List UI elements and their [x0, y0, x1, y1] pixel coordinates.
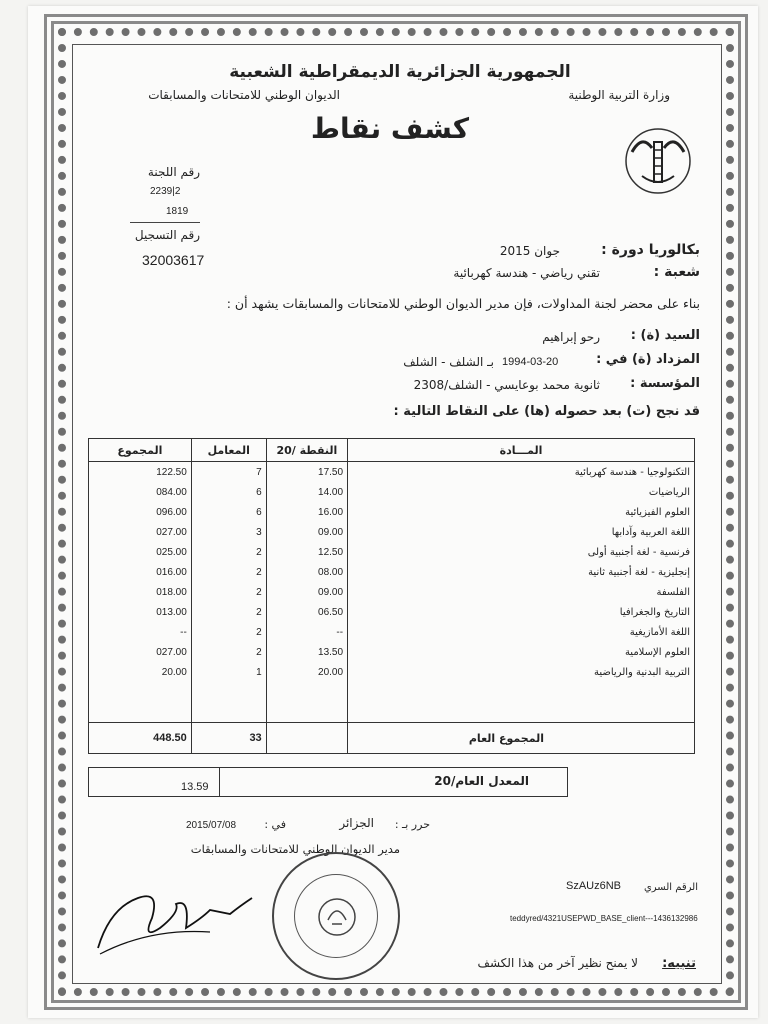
- subject-cell: التربية البدنية والرياضية: [348, 662, 695, 682]
- average-value: 13.59: [181, 781, 209, 793]
- header-coefficient: المعامل: [191, 439, 266, 462]
- issued-on-label: في :: [264, 818, 286, 831]
- committee-label: رقم اللجنة: [147, 165, 200, 179]
- score-cell: 20.00: [266, 662, 347, 682]
- grand-total-coefficient: 33: [191, 723, 266, 754]
- table-filler-row: [89, 682, 695, 723]
- branch-value: تقني رياضي - هندسة كهربائية: [453, 266, 600, 280]
- subject-cell: إنجليزية - لغة أجنبية ثانية: [348, 562, 695, 582]
- score-cell: --: [266, 622, 347, 642]
- school-name: ثانوية محمد بوعايسي - الشلف/2308: [413, 378, 600, 392]
- table-row: [89, 662, 695, 682]
- subject-cell: التاريخ والجغرافيا: [348, 602, 695, 622]
- session-label: بكالوريا دورة :: [601, 242, 700, 258]
- secret-code-value: SzAUz6NB: [566, 880, 622, 892]
- subject-cell: فرنسية - لغة أجنبية أولى: [348, 542, 695, 562]
- coefficient-cell: 2: [191, 622, 266, 642]
- table-row: [89, 582, 695, 602]
- score-cell: 09.00: [266, 582, 347, 602]
- score-cell: 14.00: [266, 482, 347, 502]
- subject-cell: اللغة العربية وآدابها: [348, 522, 695, 542]
- onec-logo-icon: [612, 126, 704, 196]
- subject-cell: العلوم الإسلامية: [348, 642, 695, 662]
- official-stamp: [272, 852, 400, 980]
- branch-label: شعبة :: [653, 264, 700, 280]
- total-cell: --: [89, 622, 192, 642]
- coefficient-cell: 2: [191, 542, 266, 562]
- score-cell: 17.50: [266, 462, 347, 483]
- grand-total-label: المجموع العام: [348, 723, 695, 754]
- total-cell: 096.00: [89, 502, 192, 522]
- subject-cell: العلوم الفيزيائية: [348, 502, 695, 522]
- candidate-name: رحو إبراهيم: [542, 330, 600, 344]
- grand-total-value: 448.50: [89, 723, 192, 754]
- coefficient-cell: 2: [191, 582, 266, 602]
- issued-date: 2015/07/08: [186, 820, 237, 831]
- average-box: [88, 767, 568, 797]
- committee-underline: [130, 222, 200, 223]
- coefficient-cell: 2: [191, 562, 266, 582]
- school-label: المؤسسة :: [630, 376, 700, 391]
- subject-cell: اللغة الأمازيغية: [348, 622, 695, 642]
- table-row: [89, 622, 695, 642]
- office-name: الديوان الوطني للامتحانات والمسابقات: [148, 88, 340, 102]
- birth-date: 1994-03-20: [502, 356, 559, 368]
- subject-cell: الفلسفة: [348, 582, 695, 602]
- table-row: [89, 562, 695, 582]
- issued-label: حرر بـ :: [394, 818, 430, 831]
- total-cell: 084.00: [89, 482, 192, 502]
- score-cell: 08.00: [266, 562, 347, 582]
- ministry-name: وزارة التربية الوطنية: [568, 88, 670, 102]
- grand-total-score-cell: [266, 723, 347, 754]
- tracking-code: teddyred/4321USEPWD_BASE_client---1436132986: [510, 914, 698, 923]
- table-row: [89, 642, 695, 662]
- subject-cell: التكنولوجيا - هندسة كهربائية: [348, 462, 695, 483]
- birth-label: المزداد (ة) في :: [596, 352, 700, 367]
- score-cell: 06.50: [266, 602, 347, 622]
- header-total: المجموع: [89, 439, 192, 462]
- session-value: جوان 2015: [499, 244, 560, 258]
- total-cell: 122.50: [89, 462, 192, 483]
- score-cell: 13.50: [266, 642, 347, 662]
- registration-label: رقم التسجيل: [134, 228, 200, 242]
- total-cell: 027.00: [89, 522, 192, 542]
- coefficient-cell: 1: [191, 662, 266, 682]
- table-row: [89, 502, 695, 522]
- committee-number: 2239|2: [150, 186, 181, 197]
- warning-label: تنبيه:: [662, 956, 696, 971]
- table-row: [89, 542, 695, 562]
- coefficient-cell: 7: [191, 462, 266, 483]
- total-cell: 027.00: [89, 642, 192, 662]
- total-cell: 013.00: [89, 602, 192, 622]
- coefficient-cell: 6: [191, 482, 266, 502]
- director-title: مدير الديوان الوطني للامتحانات والمسابقات: [190, 842, 400, 856]
- grades-table: [88, 438, 695, 754]
- table-row: [89, 482, 695, 502]
- certification-intro: بناء على محضر لجنة المداولات، فإن مدير الديوان الوطني للامتحانات والمسابقات يشهد أن :: [226, 296, 700, 311]
- signature-icon: [90, 868, 260, 960]
- score-cell: 09.00: [266, 522, 347, 542]
- table-row: [89, 602, 695, 622]
- table-row: [89, 522, 695, 542]
- success-statement: قد نجح (ت) بعد حصوله (ها) على النقاط التالية :: [393, 404, 700, 419]
- header-score: النقطة /20: [266, 439, 347, 462]
- candidate-name-label: السيد (ة) :: [630, 328, 700, 343]
- coefficient-cell: 3: [191, 522, 266, 542]
- subject-cell: الرياضيات: [348, 482, 695, 502]
- header-subject: المـــادة: [348, 439, 695, 462]
- emblem-icon: [314, 894, 360, 940]
- score-cell: 12.50: [266, 542, 347, 562]
- table-row: [89, 462, 695, 483]
- registration-number: 32003617: [142, 252, 205, 268]
- republic-title: الجمهورية الجزائرية الديمقراطية الشعبية: [229, 62, 571, 82]
- average-label: المعدل العام/20: [434, 774, 529, 788]
- warning-text: لا يمنح نظير آخر من هذا الكشف: [477, 956, 638, 970]
- grand-total-row: [89, 723, 695, 754]
- average-divider: [219, 768, 220, 796]
- document-title: كشف نقاط: [310, 112, 470, 145]
- total-cell: 018.00: [89, 582, 192, 602]
- secret-code-label: الرقم السري: [643, 882, 698, 893]
- coefficient-cell: 2: [191, 602, 266, 622]
- table-header-row: [89, 439, 695, 462]
- score-cell: 16.00: [266, 502, 347, 522]
- total-cell: 20.00: [89, 662, 192, 682]
- total-cell: 025.00: [89, 542, 192, 562]
- total-cell: 016.00: [89, 562, 192, 582]
- birth-place: بـ الشلف - الشلف: [403, 355, 494, 369]
- coefficient-cell: 6: [191, 502, 266, 522]
- coefficient-cell: 2: [191, 642, 266, 662]
- committee-code: 1819: [166, 206, 189, 217]
- issued-place: الجزائر: [339, 816, 374, 830]
